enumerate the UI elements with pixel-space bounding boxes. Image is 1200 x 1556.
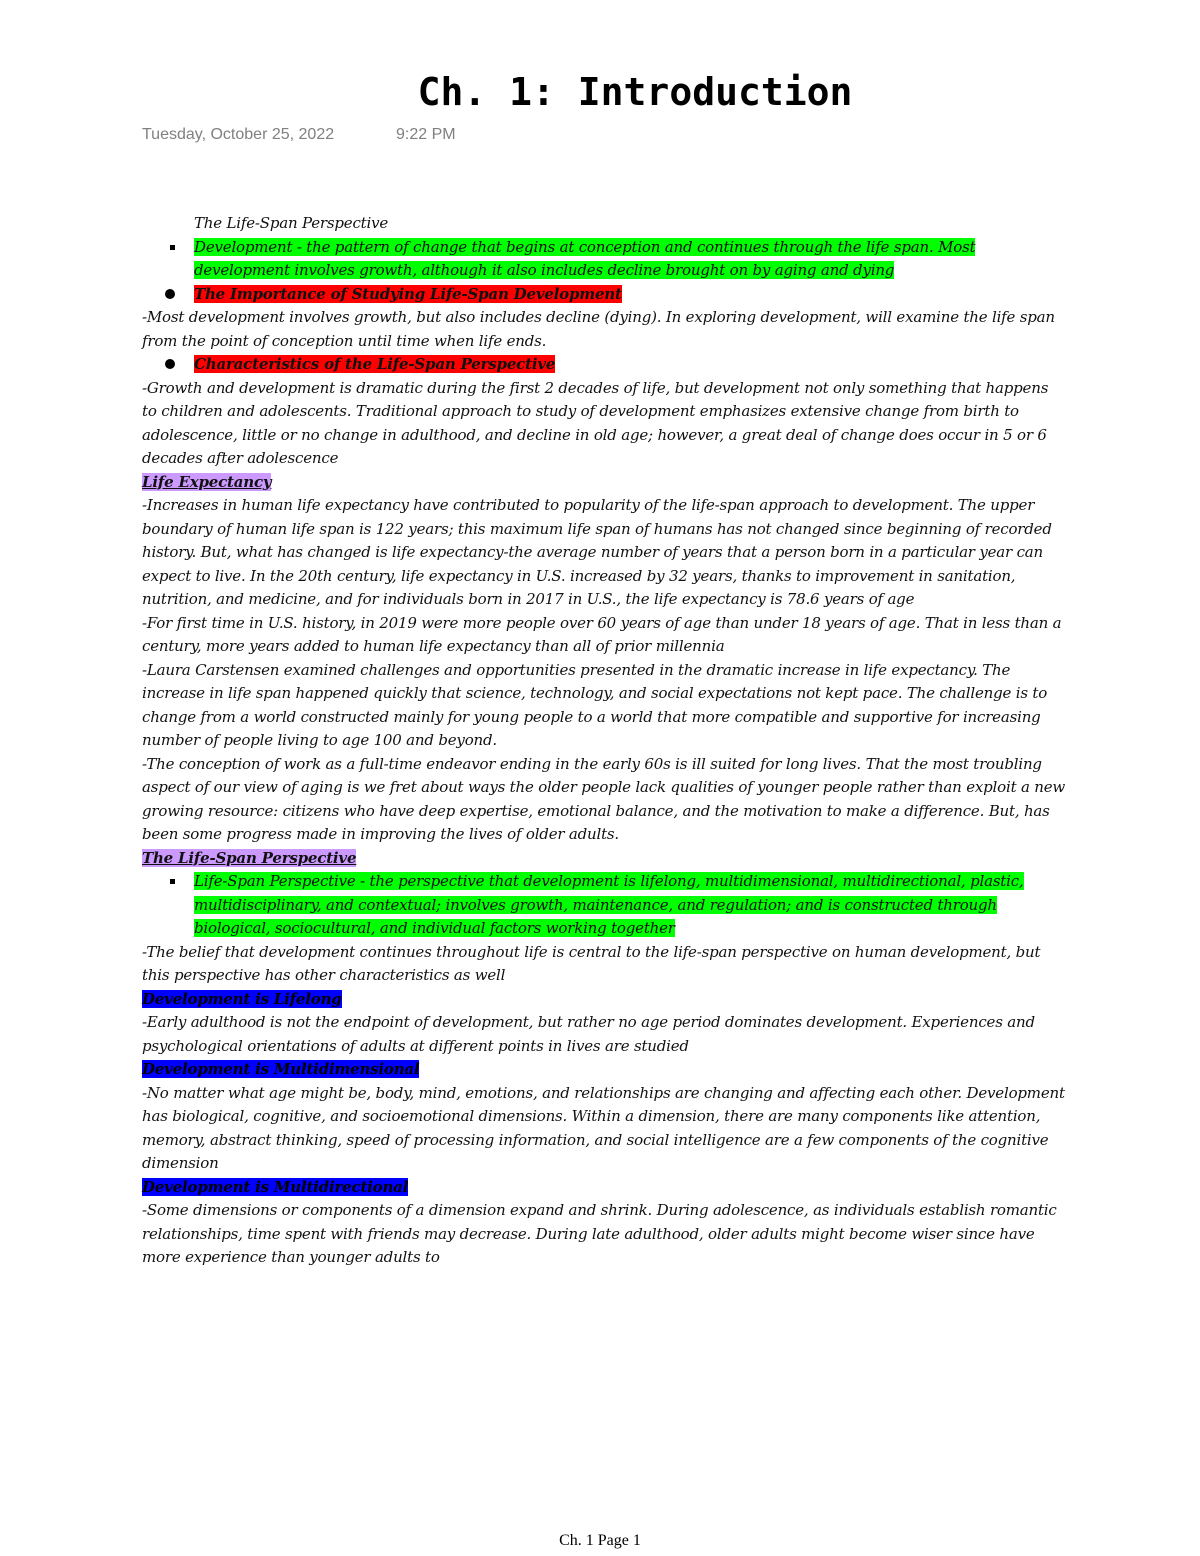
paragraph: -Early adulthood is not the endpoint of development, but rather no age period dominates development. Experiences and psychological orientations of adults at different points in lives are studied — [142, 1013, 1035, 1055]
list-item — [194, 870, 1067, 941]
page-footer: Ch. 1 Page 1 — [559, 1532, 641, 1549]
characteristic-heading: Development is Multidimensional — [142, 1060, 420, 1078]
section-heading: The Life-Span Perspective — [194, 214, 389, 232]
definition-text: Life-Span Perspective - the perspective that development is lifelong, multidimensional, multidirectional, plastic, multidisciplinary, and contextual; involves growth, maintenance, and regulation; and is constructed through biological, sociocultural, and individual factors working together — [194, 872, 1024, 937]
square-bullet-icon — [170, 245, 175, 250]
page-title: Ch. 1: Introduction — [417, 70, 853, 114]
paragraph: -For first time in U.S. history, in 2019 were more people over 60 years of age than under 18 years of age. That in less than a century, more years added to human life expectancy than all of prior millennia — [142, 613, 1062, 655]
characteristic-heading: Development is Multidirectional — [142, 1177, 409, 1196]
paragraph: -Most development involves growth, but also includes decline (dying). In exploring development, will examine the life span from the point of conception until time when life ends. — [142, 308, 1055, 350]
list-item — [194, 353, 1067, 377]
list-item — [194, 236, 1067, 283]
paragraph: -No matter what age might be, body, mind, emotions, and relationships are changing and affecting each other. Development has biological, cognitive, and socioemotional dimensions. Within a dimension, there are many components like attention, memory, abstract thinking, speed of processing information, and social intelligence are a few components of the cognitive dimension — [142, 1083, 1065, 1172]
topic-heading: Characteristics of the Life-Span Perspective — [194, 355, 556, 373]
paragraph: -Some dimensions or components of a dimension expand and shrink. During adolescence, as individuals establish romantic relationships, time spent with friends may decrease. During late adulthood, older adults might become wiser since have more experience than younger adults to — [142, 1201, 1057, 1266]
paragraph: -Laura Carstensen examined challenges and opportunities presented in the dramatic increase in life expectancy. The increase in life span happened quickly that science, technology, and social expectations not kept pace. The challenge is to change from a world constructed mainly for young people to a world that more compatible and supportive for increasing number of people living to age 100 and beyond. — [142, 660, 1048, 749]
bullet-icon — [165, 289, 175, 299]
square-bullet-icon — [170, 879, 175, 884]
paragraph: -Increases in human life expectancy have contributed to popularity of the life-span approach to development. The upper boundary of human life span is 122 years; this maximum life span of humans has not changed since beginning of recorded history. But, what has changed is life expectancy-the average number of years that a person born in a particular year can expect to live. In the 20th century, life expectancy in U.S. increased by 32 years, thanks to improvement in sanitation, nutrition, and medicine, and for individuals born in 2017 in U.S., the life expectancy is 78.6 years of age — [142, 496, 1052, 608]
bullet-icon — [165, 359, 175, 369]
page-time: 9:22 PM — [396, 126, 456, 143]
paragraph: -Growth and development is dramatic during the first 2 decades of life, but development not only something that happens to children and adolescents. Traditional approach to study of development emphasizes extensive change from birth to adolescence, little or no change in adulthood, and decline in old age; however, a great deal of change does occur in 5 or 6 decades after adolescence — [142, 378, 1049, 467]
paragraph: -The conception of work as a full-time endeavor ending in the early 60s is ill suited for long lives. That the most troubling aspect of our view of aging is we fret about ways the older people lack qualities of younger people rather than exploit a new growing resource: citizens who have deep expertise, emotional balance, and the motivation to make a difference. But, has been some progress made in improving the lives of older adults. — [142, 754, 1066, 843]
note-body — [142, 212, 1067, 1270]
topic-heading: The Importance of Studying Life-Span Development — [194, 284, 622, 303]
list-item — [194, 283, 1067, 307]
page-date: Tuesday, October 25, 2022 — [142, 126, 335, 143]
definition-text: Development - the pattern of change that begins at conception and continues through the life span. Most development involves growth, although it also includes decline brought on by aging and dying — [194, 237, 976, 279]
subtopic-heading: The Life-Span Perspective — [142, 848, 357, 867]
paragraph: -The belief that development continues throughout life is central to the life-span perspective on human development, but this perspective has other characteristics as well — [142, 942, 1041, 984]
subtopic-heading: Life Expectancy — [142, 472, 272, 491]
characteristic-heading: Development is Lifelong — [142, 989, 342, 1008]
